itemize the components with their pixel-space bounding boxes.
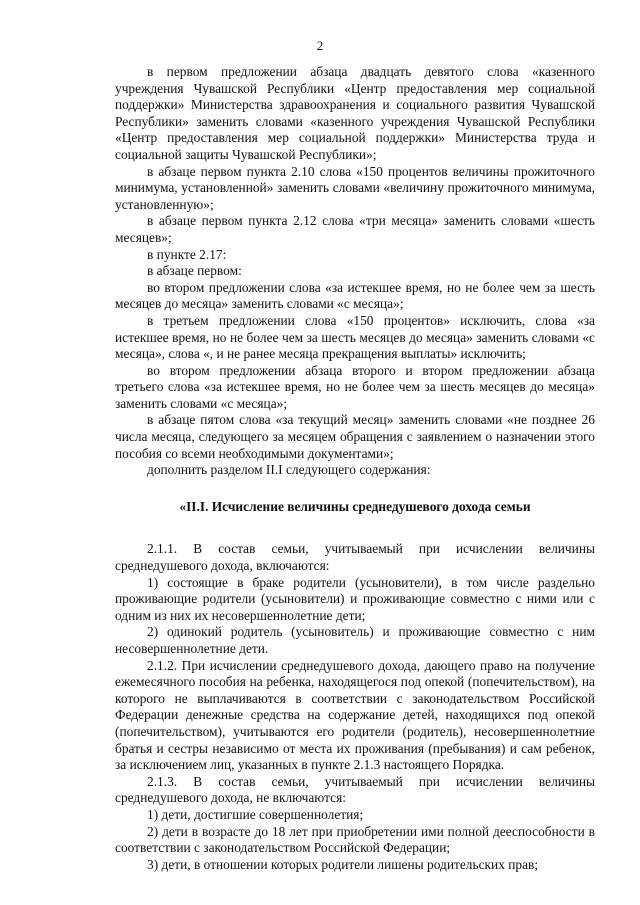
paragraph: во втором предложении слова «за истекшее время, но не более чем за шесть месяцев до месяца» заменить словами «с месяца»; <box>115 279 595 312</box>
document-body <box>115 64 595 873</box>
paragraph: в абзаце первом: <box>147 263 242 279</box>
section-paragraph: 1) состоящие в браке родители (усыновители), в том числе раздельно проживающие родители (усыновители) и проживающие совместно с ними или с одним из них их несовершеннолетние дети; <box>115 574 595 623</box>
paragraph: во втором предложении абзаца второго и втором предложении абзаца третьего слова «за истекшее время, но не более чем за шесть месяцев до месяца» заменить словами «с месяца»; <box>115 362 595 411</box>
page-number: 2 <box>316 38 324 53</box>
section-paragraph: 2) дети в возрасте до 18 лет при приобретении ими полной дееспособности в соответствии с законодательством Российской Федерации; <box>115 823 595 856</box>
paragraph: в третьем предложении слова «150 процентов» исключить, слова «за истекшее время, но не более чем за шесть месяцев до месяца» заменить словами «с месяца», слова «, и не ранее месяца прекращения выплаты» исключить; <box>115 312 595 362</box>
section-paragraph: 3) дети, в отношении которых родители лишены родительских прав; <box>147 856 539 872</box>
section-paragraph: 1) дети, достигшие совершеннолетия; <box>147 806 364 822</box>
section-heading: «II.I. Исчисление величины среднедушевого дохода семьи <box>179 498 531 514</box>
paragraph: дополнить разделом II.I следующего содержания: <box>147 462 431 478</box>
paragraph: в первом предложении абзаца двадцать девятого слова «казенного учреждения Чувашской Республики «Центр предоставления мер социальной поддержки» Министерства здравоохранения и социального развития Чувашской Республики» заменить словами «казенного учреждения Чувашской Республики «Центр предоставления мер социальной поддержки» Министерства труда и социальной защиты Чувашской Республики»; <box>115 64 595 162</box>
section-paragraph: 2.1.1. В состав семьи, учитываемый при исчислении величины среднедушевого дохода, включаются: <box>115 541 595 574</box>
paragraph: в абзаце первом пункта 2.12 слова «три месяца» заменить словами «шесть месяцев»; <box>115 213 595 245</box>
paragraph: в абзаце первом пункта 2.10 слова «150 процентов величины прожиточного минимума, установленной» заменить словами «величину прожиточного минимума, установленную»; <box>115 163 595 212</box>
section-paragraph: 2) одинокий родитель (усыновитель) и проживающие совместно с ним несовершеннолетние дети. <box>115 624 595 656</box>
section-paragraph: 2.1.2. При исчислении среднедушевого дохода, дающего право на получение ежемесячного пособия на ребенка, находящегося под опекой (попечительством), на которого не выплачиваются в соответствии с законодательством Российской Федерации денежные средства на содержание детей, находящихся под опекой (попечительством), учитываются его родители (родитель), несовершеннолетние братья и сестры независимо от места их проживания (пребывания) и сам ребенок, за исключением лиц, указанных в пункте 2.1.3 настоящего Порядка. <box>115 657 595 773</box>
paragraph: в пункте 2.17: <box>147 246 227 262</box>
section-paragraph: 2.1.3. В состав семьи, учитываемый при исчислении величины среднедушевого дохода, не включаются: <box>115 773 595 806</box>
paragraph: в абзаце пятом слова «за текущий месяц» заменить словами «не позднее 26 числа месяца, следующего за месяцем обращения с заявлением о назначении этого пособия со всеми необходимыми документами»; <box>115 412 595 461</box>
